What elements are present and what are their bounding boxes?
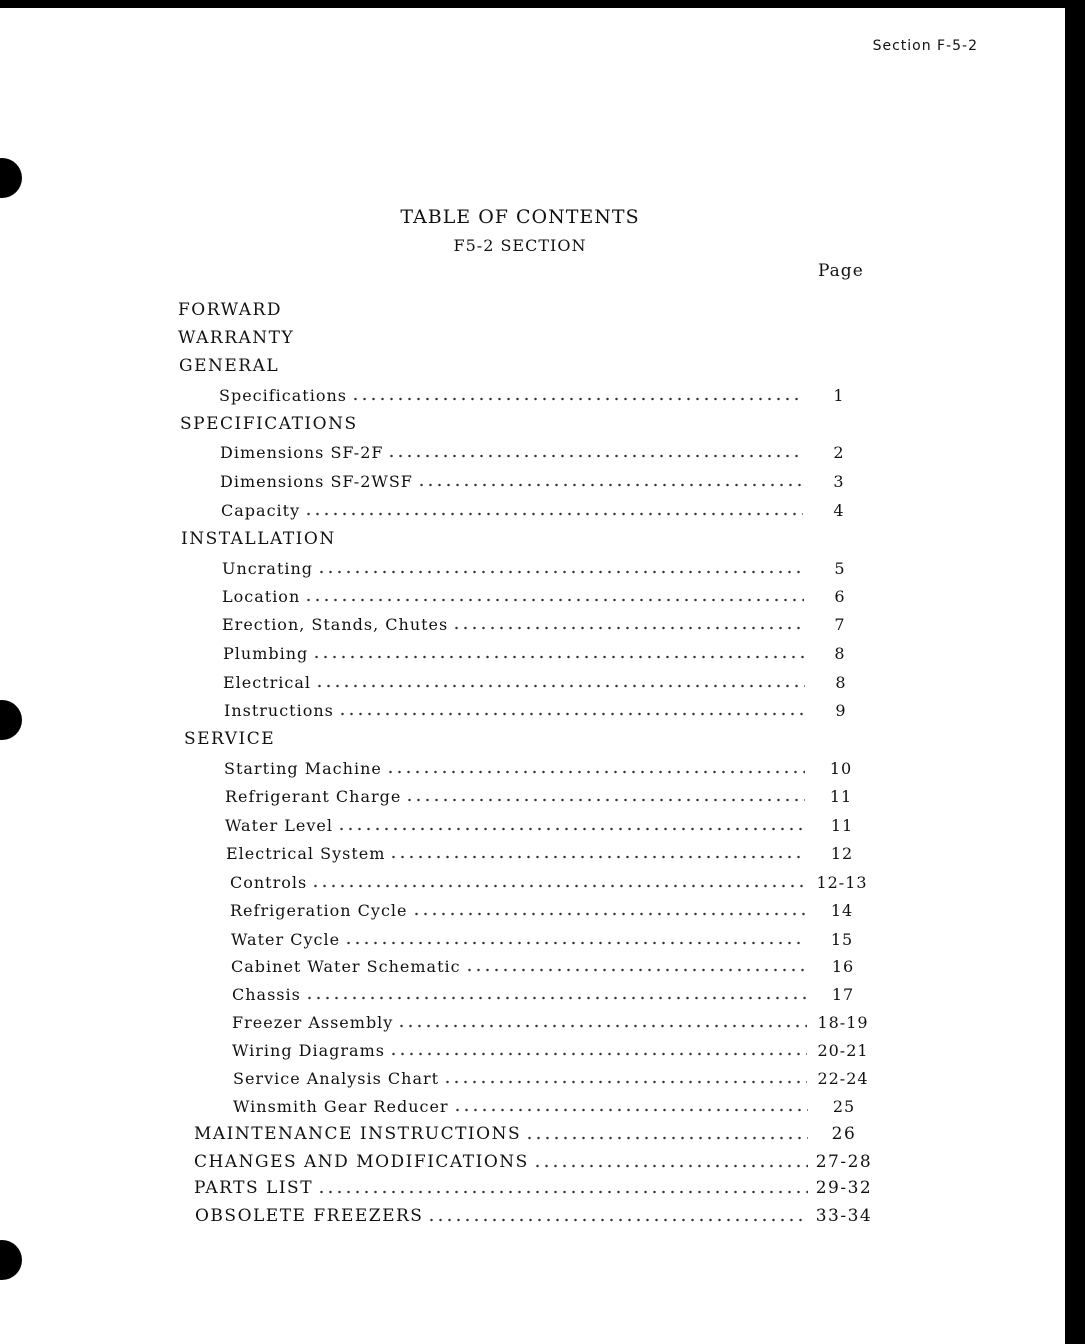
toc-section-heading	[180, 410, 358, 434]
dot-leader	[525, 1136, 808, 1140]
toc-label: Location	[222, 587, 301, 606]
dot-leader	[317, 1190, 808, 1194]
table-of-contents	[0, 8, 1065, 1344]
toc-label: Freezer Assembly	[232, 1013, 394, 1032]
toc-page-number: 12	[830, 844, 854, 863]
dot-leader	[412, 912, 807, 916]
toc-page-number: 11	[830, 816, 854, 835]
toc-entry	[233, 1064, 873, 1088]
dot-leader	[305, 996, 807, 1000]
toc-label: Water Level	[225, 816, 333, 835]
toc-entry	[232, 1036, 873, 1060]
toc-page-number: 10	[829, 759, 853, 778]
toc-label: Dimensions SF-2WSF	[220, 472, 413, 491]
toc-page-number: 7	[834, 615, 846, 634]
toc-entry	[221, 496, 869, 520]
toc-section-heading	[195, 1202, 874, 1226]
dot-leader	[405, 798, 805, 802]
toc-page-number: 9	[835, 701, 847, 720]
toc-entry	[231, 925, 872, 949]
toc-entry	[225, 811, 872, 835]
toc-label: Dimensions SF-2F	[220, 443, 384, 462]
toc-label: Starting Machine	[224, 759, 382, 778]
toc-page-number: 11	[829, 787, 853, 806]
toc-entry	[224, 754, 871, 778]
toc-label: Refrigerant Charge	[225, 787, 402, 806]
toc-page-number: 16	[831, 957, 855, 976]
dot-leader	[443, 1080, 807, 1084]
toc-entry	[222, 582, 870, 606]
toc-entry	[230, 896, 872, 920]
toc-entry	[222, 554, 870, 578]
toc-entry	[219, 381, 869, 405]
toc-label: Chassis	[232, 985, 301, 1004]
toc-section-heading	[178, 324, 294, 348]
toc-label: Controls	[230, 873, 308, 892]
dot-leader	[315, 684, 805, 688]
toc-label: Winsmith Gear Reducer	[233, 1097, 449, 1116]
toc-label: MAINTENANCE INSTRUCTIONS	[194, 1124, 522, 1144]
page-column-header: Page	[818, 261, 864, 281]
toc-entry	[222, 610, 870, 634]
toc-entry	[226, 839, 872, 863]
dot-leader	[311, 884, 806, 888]
toc-entry	[223, 668, 871, 692]
toc-page-number: 22-24	[817, 1069, 869, 1088]
toc-label: CHANGES AND MODIFICATIONS	[194, 1152, 529, 1172]
toc-entry	[233, 1092, 874, 1116]
dot-leader	[304, 512, 803, 516]
toc-section-heading	[194, 1120, 874, 1144]
toc-section-heading	[179, 352, 279, 376]
toc-label: Cabinet Water Schematic	[231, 957, 461, 976]
dot-leader	[452, 626, 804, 630]
toc-page-number: 15	[830, 930, 854, 949]
toc-entry	[225, 782, 871, 806]
toc-label: INSTALLATION	[181, 529, 336, 549]
dot-leader	[337, 827, 806, 831]
toc-label: Electrical System	[226, 844, 386, 863]
toc-page-number: 33-34	[815, 1206, 873, 1226]
toc-page-number: 8	[835, 673, 847, 692]
dot-leader	[351, 397, 803, 401]
toc-page-number: 8	[834, 644, 846, 663]
toc-entry	[232, 980, 873, 1004]
toc-entry	[220, 438, 869, 462]
toc-page-number: 18-19	[817, 1013, 869, 1032]
page-subtitle: F5-2 SECTION	[453, 236, 587, 255]
toc-section-heading	[194, 1148, 874, 1172]
toc-label: FORWARD	[178, 300, 282, 320]
toc-label: SERVICE	[184, 729, 276, 749]
toc-section-heading	[184, 725, 275, 749]
toc-label: Plumbing	[223, 644, 309, 663]
dot-leader	[465, 968, 807, 972]
toc-page-number: 14	[830, 901, 854, 920]
toc-section-heading	[194, 1174, 874, 1198]
toc-page-number: 25	[832, 1097, 856, 1116]
toc-page-number: 3	[833, 472, 845, 491]
toc-page-number: 4	[833, 501, 845, 520]
toc-page-number: 6	[834, 587, 846, 606]
dot-leader	[417, 483, 803, 487]
section-label: Section F-5-2	[872, 38, 978, 54]
toc-label: Service Analysis Chart	[233, 1069, 440, 1088]
toc-label: GENERAL	[179, 356, 280, 376]
dot-leader	[386, 770, 805, 774]
toc-label: Instructions	[224, 701, 334, 720]
toc-page-number: 12-13	[816, 873, 868, 892]
dot-leader	[338, 712, 805, 716]
dot-leader	[344, 941, 806, 945]
dot-leader	[317, 570, 804, 574]
dot-leader	[387, 454, 803, 458]
toc-label: OBSOLETE FREEZERS	[195, 1206, 424, 1226]
toc-entry	[223, 639, 870, 663]
toc-label: PARTS LIST	[194, 1178, 314, 1198]
toc-label: Uncrating	[222, 559, 314, 578]
dot-leader	[397, 1024, 807, 1028]
toc-label: SPECIFICATIONS	[180, 414, 358, 434]
dot-leader	[304, 598, 804, 602]
toc-section-heading	[181, 525, 336, 549]
toc-page-number: 2	[833, 443, 845, 462]
toc-label: Refrigeration Cycle	[230, 901, 408, 920]
page-title: TABLE OF CONTENTS	[400, 206, 640, 228]
toc-entry	[231, 952, 873, 976]
toc-label: WARRANTY	[178, 328, 295, 348]
toc-page-number: 17	[831, 985, 855, 1004]
toc-page-number: 5	[834, 559, 846, 578]
toc-page-number: 20-21	[817, 1041, 869, 1060]
toc-entry	[230, 868, 872, 892]
toc-page-number: 1	[833, 386, 845, 405]
dot-leader	[312, 655, 804, 659]
toc-page-number: 29-32	[815, 1178, 873, 1198]
dot-leader	[389, 1052, 807, 1056]
toc-page-number: 26	[831, 1124, 857, 1144]
dot-leader	[427, 1218, 808, 1222]
toc-entry	[220, 467, 869, 491]
toc-entry	[224, 696, 871, 720]
dot-leader	[533, 1164, 808, 1168]
toc-label: Erection, Stands, Chutes	[222, 615, 449, 634]
dot-leader	[389, 855, 806, 859]
document-page	[0, 8, 1065, 1344]
toc-label: Specifications	[219, 386, 347, 405]
toc-section-heading	[178, 296, 282, 320]
dot-leader	[453, 1108, 808, 1112]
toc-page-number: 27-28	[815, 1152, 873, 1172]
toc-entry	[232, 1008, 873, 1032]
toc-label: Electrical	[223, 673, 312, 692]
toc-label: Water Cycle	[231, 930, 341, 949]
toc-label: Wiring Diagrams	[232, 1041, 385, 1060]
toc-label: Capacity	[221, 501, 301, 520]
